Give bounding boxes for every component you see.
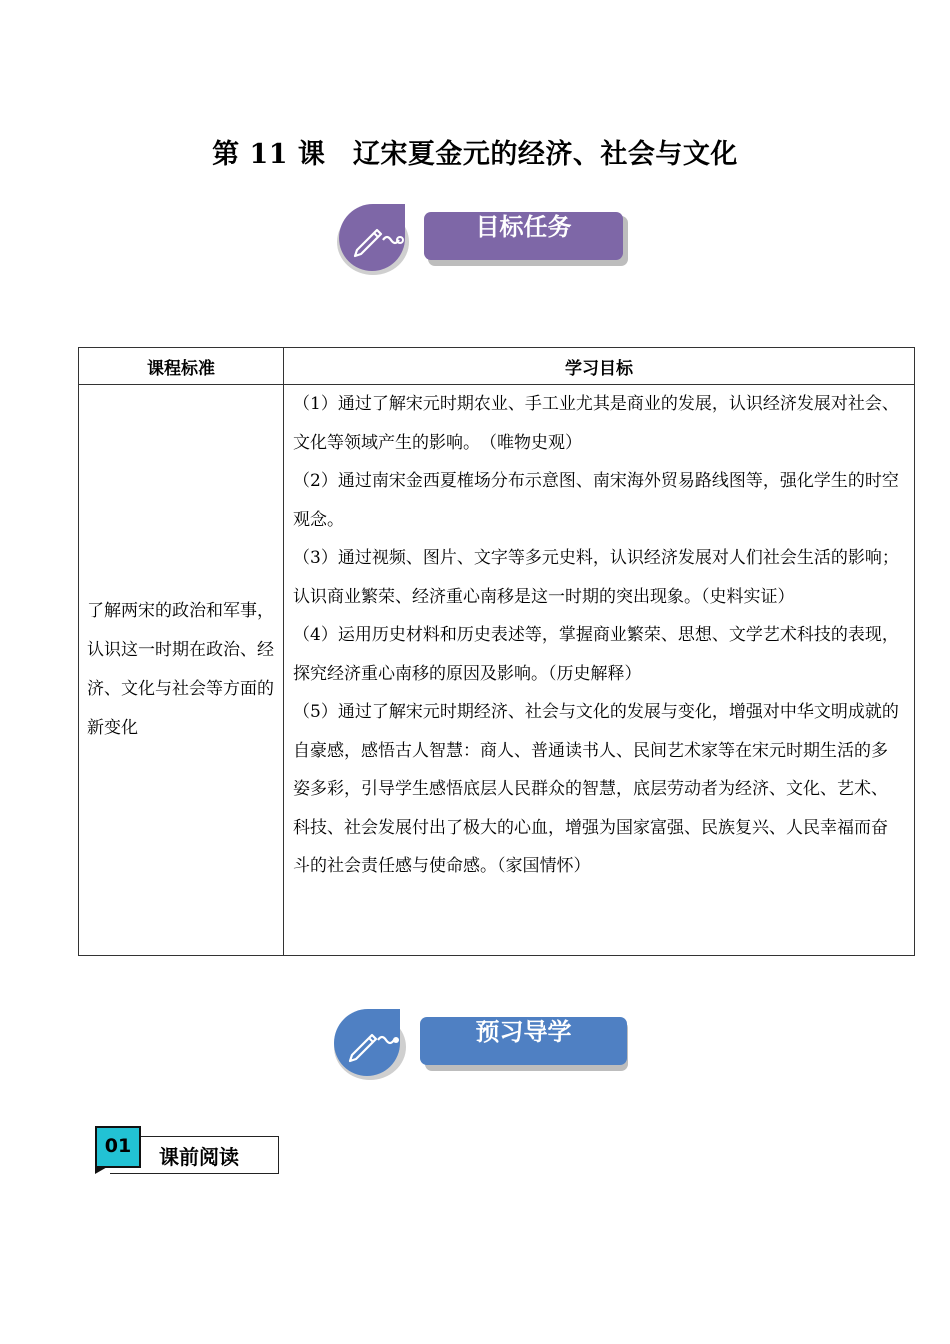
table-header-row bbox=[79, 348, 915, 385]
objective-item: （1）通过了解宋元时期农业、手工业尤其是商业的发展，认识经济发展对社会、文化等领域产生的影响。 （唯物史观） bbox=[293, 394, 899, 453]
objective-item: （5）通过了解宋元时期经济、社会与文化的发展与变化，增强对中华文明成就的自豪感，感悟古人智慧：商人、普通读书人、民间艺术家等在宋元时期生活的多姿多彩，引导学生感悟底层人民群众的智慧，底层劳动者为经济、文化、艺术、科技、社会发展付出了极大的心血，增强为国家富强、民族复兴、人民幸福而奋斗的社会责任感与使命感。（家国情怀） bbox=[293, 702, 899, 876]
objective-item: （3）通过视频、图片、文字等多元史料，认识经济发展对人们社会生活的影响；认识商业繁荣、经济重心南移是这一时期的突出现象。（史料实证） bbox=[293, 548, 899, 607]
reading-section-tag bbox=[93, 1126, 283, 1178]
pen-icon bbox=[333, 196, 417, 280]
goals-table bbox=[78, 347, 915, 956]
table-row bbox=[79, 385, 915, 956]
objective-item: （4）运用历史材料和历史表述等，掌握商业繁荣、思想、文学艺术科技的表现，探究经济重心南移的原因及影响。（历史解释） bbox=[293, 625, 899, 684]
goals-banner-label: 目标任务 bbox=[424, 212, 623, 260]
preview-banner bbox=[330, 1003, 634, 1083]
header-standard: 课程标准 bbox=[79, 348, 284, 385]
preview-banner-label: 预习导学 bbox=[420, 1017, 627, 1065]
page-title: 第 11 课 辽宋夏金元的经济、社会与文化 bbox=[212, 139, 738, 170]
goals-banner bbox=[333, 196, 633, 280]
header-objectives: 学习目标 bbox=[284, 348, 915, 385]
reading-tag-label: 课前阅读 bbox=[159, 1145, 239, 1169]
reading-tag-number: 01 bbox=[95, 1126, 141, 1168]
pen-icon bbox=[330, 1003, 414, 1083]
objective-item: （2）通过南宋金西夏榷场分布示意图、南宋海外贸易路线图等，强化学生的时空观念。 bbox=[293, 471, 899, 530]
course-standard-cell: 了解两宋的政治和军事，认识这一时期在政治、经济、文化与社会等方面的新变化 bbox=[79, 385, 284, 956]
objectives-cell bbox=[284, 385, 915, 956]
